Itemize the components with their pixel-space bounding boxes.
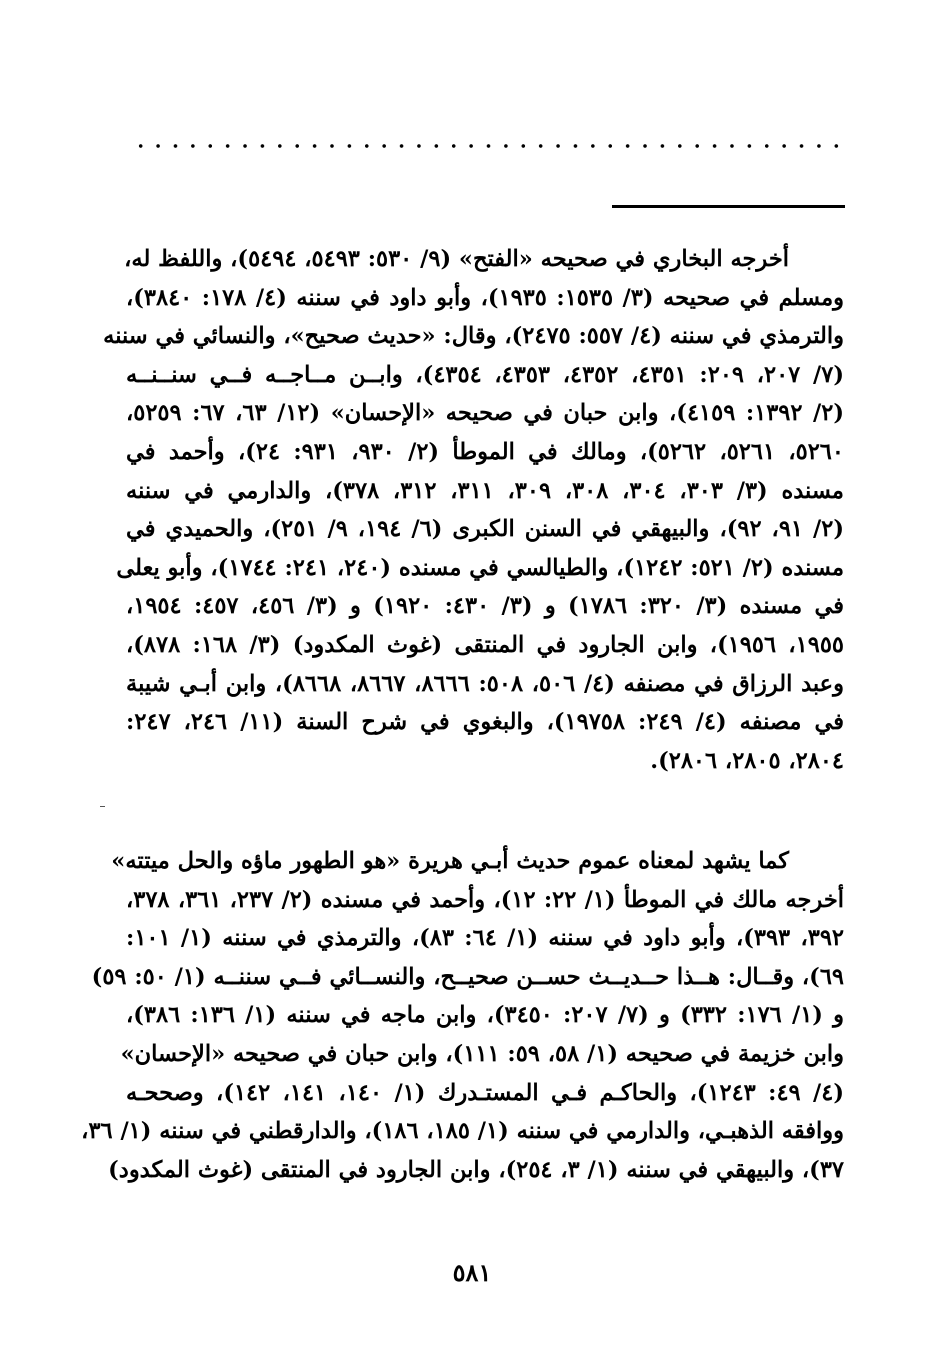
text-line: كما يشهد لمعناه عموم حديث أبـي هريرة «هو الطهور ماؤه والحل ميتته» <box>111 848 789 874</box>
text-line: مسنده (٣/ ٣٠٣، ٣٠٤، ٣٠٨، ٣٠٩، ٣١١، ٣١٢، ٣٧٨)، والدارمي في سننه <box>126 477 844 504</box>
text-line: وعبد الرزاق في مصنفه (٤/ ٥٠٦، ٥٠٨: ٨٦٦٦، ٨٦٦٧، ٨٦٦٨)، وابن أبـي شيبة <box>126 670 844 697</box>
text-line: ١٩٥٥، ١٩٥٦)، وابن الجارود في المنتقى (غوث المكدود) (٣/ ١٦٨: ٨٧٨)، <box>126 631 844 658</box>
text-line: والترمذي في سننه (٤/ ٥٥٧: ٢٤٧٥)، وقال: «حديث صحيح»، والنسائي في سننه <box>103 323 844 350</box>
text-line: ٥٢٦٠، ٥٢٦١، ٥٢٦٢)، ومالك في الموطأ (٢/ ٩٣٠، ٩٣١: ٢٤)، وأحمد في <box>126 438 844 465</box>
text-line: ووافقه الذهبـي، والدارمي في سننه (١/ ١٨٥، ١٨٦)، والدارقطني في سننه (١/ ٣٦، <box>81 1118 844 1145</box>
text-line: في مصنفه (٤/ ٢٤٩: ١٩٧٥٨)، والبغوي في شرح السنة (١١/ ٢٤٦، ٢٤٧: <box>126 709 845 736</box>
footnote-paragraph-shahid <box>81 842 845 1189</box>
text-line: مسنده (٢/ ٥٢١: ١٢٤٢)، والطيالسي في مسنده (٢٤٠، ٢٤١: ١٧٤٤)، وأبو يعلى <box>116 554 844 581</box>
text-line: ومسلم في صحيحه (٣/ ١٥٣٥: ١٩٣٥)، وأبو داود في سننه (٤/ ١٧٨: ٣٨٤٠)، <box>126 284 845 311</box>
text-line: ٢٨٠٤، ٢٨٠٥، ٢٨٠٦). <box>650 747 844 774</box>
text-line: ٣٧)، والبيهقي في سننه (١/ ٣، ٢٥٤)، وابن الجارود في المنتقى (غوث المكدود) <box>108 1156 844 1183</box>
text-line: ٦٩)، وقــال: هــذا حــديــث حســن صحيــح، والنســائي فــي سننــه (١/ ٥٠: ٥٩) <box>91 963 844 990</box>
footnote-paragraph-takhrij <box>103 240 845 780</box>
text-line: (٤/ ٤٩: ١٢٤٣)، والحاكـم فـي المستـدرك (١/ ١٤٠، ١٤١، ١٤٢)، وصححـه <box>126 1079 844 1106</box>
dotted-separator <box>132 140 844 152</box>
text-line: أخرجه مالك في الموطأ (١/ ٢٢: ١٢)، وأحمد في مسنده (٢/ ٢٣٧، ٣٦١، ٣٧٨، <box>126 886 844 913</box>
text-line: ٣٩٢، ٣٩٣)، وأبو داود في سننه (١/ ٦٤: ٨٣)، والترمذي في سننه (١/ ١٠١: <box>126 925 844 952</box>
page-number: ٥٨١ <box>452 1258 492 1287</box>
text-line: في مسنده (٣/ ٣٢٠: ١٧٨٦) و (٣/ ٤٣٠: ١٩٢٠) و (٣/ ٤٥٦، ٤٥٧: ١٩٥٤، <box>126 593 844 620</box>
text-line: أخرجه البخاري في صحيحه «الفتح» (٩/ ٥٣٠: ٥٤٩٣، ٥٤٩٤)، واللفظ له، <box>124 246 789 272</box>
text-line: وابن خزيمة في صحيحه (١/ ٥٨، ٥٩: ١١١)، وابن حبان في صحيحه «الإحسان» <box>120 1040 844 1067</box>
scan-mark <box>100 806 105 807</box>
text-line: (٧/ ٢٠٧، ٢٠٩: ٤٣٥١، ٤٣٥٢، ٤٣٥٣، ٤٣٥٤)، وابــن مــاجــه فــي سنــنــه <box>126 361 844 388</box>
text-line: (٢/ ٩١، ٩٢)، والبيهقي في السنن الكبرى (٦/ ١٩٤، ٩/ ٢٥١)، والحميدي في <box>126 516 844 543</box>
text-line: و (١/ ١٧٦: ٣٣٢) و (٧/ ٢٠٧: ٣٤٥٠)، وابن ماجه في سننه (١/ ١٣٦: ٣٨٦)، <box>126 1002 845 1029</box>
footnote-rule <box>612 205 845 208</box>
text-line: (٢/ ١٣٩٢: ٤١٥٩)، وابن حبان في صحيحه «الإحسان» (١٢/ ٦٣، ٦٧: ٥٢٥٩، <box>126 400 844 427</box>
